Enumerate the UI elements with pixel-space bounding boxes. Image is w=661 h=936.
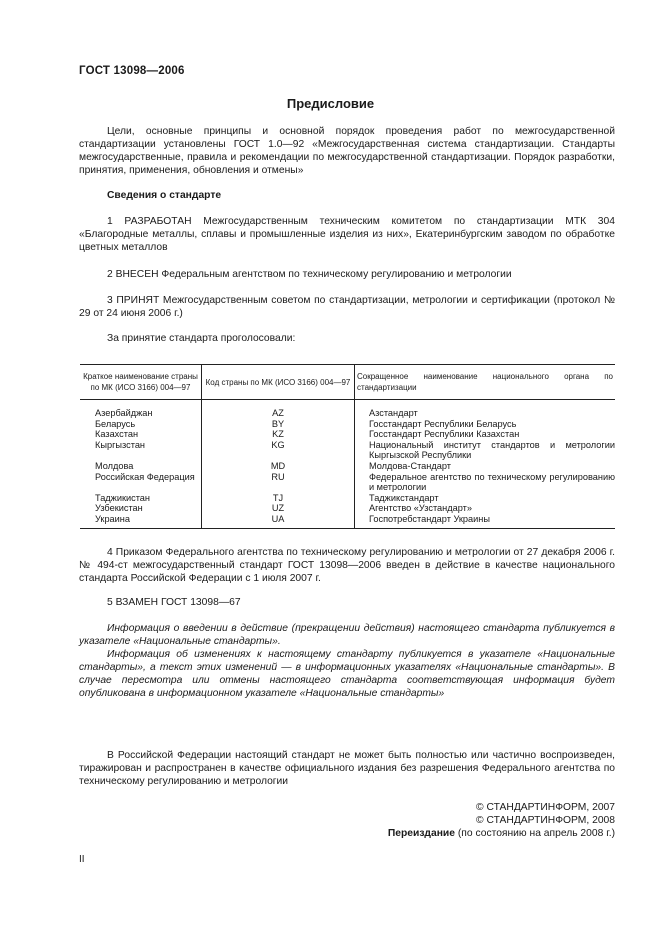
table-row (80, 419, 615, 430)
item-5-text: 5 ВЗАМЕН ГОСТ 13098—67 (107, 597, 241, 608)
country-code: MD (202, 461, 355, 472)
copyright-2007: © СТАНДАРТИНФОРМ, 2007 (476, 802, 615, 813)
notice-text-2: Информация об изменениях к настоящему стандарту публикуется в указателе «Национальные стандарты», а текст этих изменений — в информационных указателях «Национальные стандарты». В случае пересмотра или отмены настоящего стандарта соответствующая информация будет опубликована в информационном указателе «Национальные стандарты» (79, 649, 615, 699)
country-name: Узбекистан (80, 503, 202, 514)
country-code: KZ (202, 429, 355, 440)
item-3-paragraph (79, 294, 615, 320)
country-name: Кыргызстан (80, 440, 202, 461)
country-name: Казахстан (80, 429, 202, 440)
table-header-code: Код страны по МК (ИСО 3166) 004—97 (202, 365, 355, 400)
voting-countries-table (80, 364, 615, 529)
table-row (80, 461, 615, 472)
rights-text: В Российской Федерации настоящий стандарт не может быть полностью или частично воспроизведен, тиражирован и распространен в качестве официального издания без разрешения Федерального агентства по техническому регулированию и метрологии (79, 750, 615, 787)
country-name: Азербайджан (80, 400, 202, 419)
country-code: UZ (202, 503, 355, 514)
item-4-paragraph (79, 546, 615, 585)
table-row (80, 400, 615, 419)
country-code: TJ (202, 493, 355, 504)
standards-body: Госпотребстандарт Украины (355, 514, 616, 528)
country-code: UA (202, 514, 355, 528)
country-name: Беларусь (80, 419, 202, 430)
table-row (80, 472, 615, 493)
table-header-body: Сокращенное наименование национального органа по стандартизации (355, 365, 616, 400)
standards-body: Федеральное агентство по техническому регулированию и метрологии (369, 471, 615, 493)
table-row (80, 429, 615, 440)
country-code: KG (202, 440, 355, 461)
table-header-row (80, 365, 615, 400)
table-row (80, 493, 615, 504)
country-code: RU (202, 472, 355, 493)
item-1-text: 1 РАЗРАБОТАН Межгосударственным техническим комитетом по стандартизации МТК 304 «Благородные металлы, сплавы и промышленные изделия из них», Екатеринбургским заводом по обработке цветных металлов (79, 216, 615, 253)
country-code: BY (202, 419, 355, 430)
section-heading: Сведения о стандарте (107, 190, 222, 201)
reissue-line (388, 827, 615, 840)
reissue-note: (по состоянию на апрель 2008 г.) (457, 828, 615, 839)
country-name: Таджикистан (80, 493, 202, 504)
page-number: II (79, 854, 85, 865)
document-code-header: ГОСТ 13098—2006 (79, 65, 185, 77)
intro-text: Цели, основные принципы и основной порядок проведения работ по межгосударственной стандартизации установлены ГОСТ 1.0—92 «Межгосударственная система стандартизации. Стандарты межгосударственные, правила и рекомендации по межгосударственной стандартизации. Порядок разработки, принятия, применения, обновления и отмены» (79, 126, 615, 176)
standards-body: Госстандарт Республики Казахстан (369, 429, 520, 440)
country-name: Российская Федерация (80, 472, 202, 493)
country-name: Молдова (80, 461, 202, 472)
item-2-text: 2 ВНЕСЕН Федеральным агентством по техническому регулированию и метрологии (107, 269, 512, 280)
country-name: Украина (80, 514, 202, 528)
reissue-label: Переиздание (387, 828, 455, 839)
country-code: AZ (202, 400, 355, 419)
intro-paragraph (79, 125, 615, 177)
standards-body: Молдова-Стандарт (369, 460, 451, 471)
copyright-2008: © СТАНДАРТИНФОРМ, 2008 (476, 815, 615, 826)
notice-text-1: Информация о введении в действие (прекращении действия) настоящего стандарта публикуется в указателе «Национальные стандарты». (79, 623, 615, 647)
notice-block (79, 622, 615, 700)
standards-body: Таджикстандарт (369, 492, 439, 503)
item-2-paragraph (79, 268, 615, 281)
standards-body: Национальный институт стандартов и метрологии Кыргызской Республики (369, 439, 615, 461)
table-header-country: Краткое наименование страны по МК (ИСО 3166) 004—97 (80, 365, 202, 400)
item-3-text: 3 ПРИНЯТ Межгосударственным советом по стандартизации, метрологии и сертификации (протокол № 29 от 24 июня 2006 г.) (79, 295, 615, 319)
table-row (80, 440, 615, 461)
vote-intro: За принятие стандарта проголосовали: (107, 333, 296, 344)
item-1-paragraph (79, 215, 615, 254)
rights-paragraph (79, 749, 615, 788)
standards-body: Азстандарт (369, 408, 418, 418)
table-row (80, 514, 615, 528)
item-4-text: 4 Приказом Федерального агентства по техническому регулированию и метрологии от 27 декабря 2006 г. № 494-ст межгосударственный стандарт ГОСТ 13098—2006 введен в действие в качестве национального стандарта Российской Федерации с 1 июля 2007 г. (79, 547, 615, 584)
standards-body: Госстандарт Республики Беларусь (369, 418, 517, 429)
page-title: Предисловие (286, 96, 375, 111)
standards-body: Агентство «Узстандарт» (369, 503, 472, 514)
table-row (80, 503, 615, 514)
